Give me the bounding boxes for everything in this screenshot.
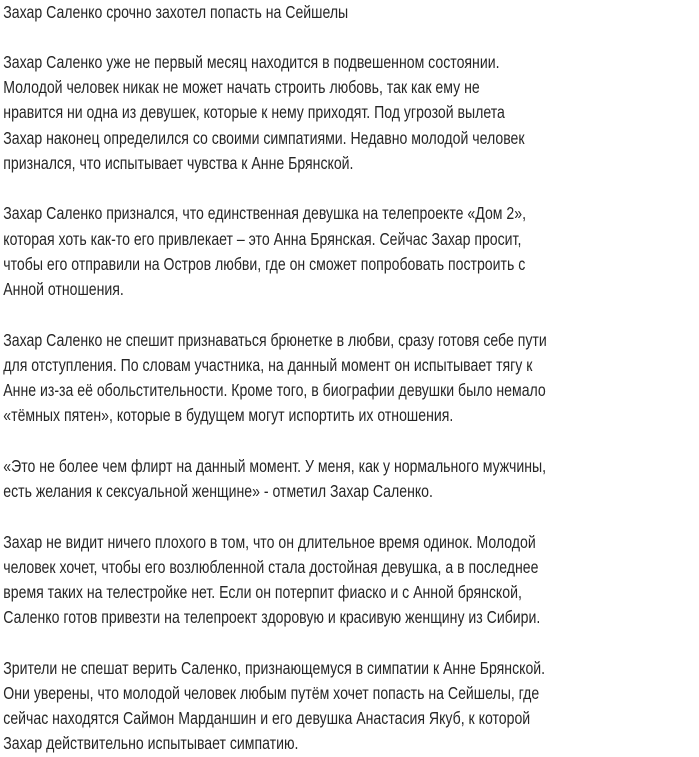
spacer xyxy=(3,504,699,529)
text-line: время таких на телестройке нет. Если он потерпит фиаско и с Анной брянской, xyxy=(3,582,522,603)
text-line: Зрители не спешат верить Саленко, признающемуся в симпатии к Анне Брянской. xyxy=(3,657,546,678)
spacer xyxy=(3,630,699,655)
spacer xyxy=(3,428,699,453)
paragraph-4-quote xyxy=(3,454,699,504)
text-line: Анне из-за её обольстительности. Кроме того, в биографии девушки было немало xyxy=(3,380,546,401)
text-line: чтобы его отправили на Остров любви, где он сможет попробовать построить с xyxy=(3,253,526,274)
text-line: Анной отношения. xyxy=(3,279,124,300)
article-title: Захар Саленко срочно захотел попасть на Сейшелы xyxy=(3,2,349,22)
text-line: человек хочет, чтобы его возлюбленной стала достойная девушка, а в последнее xyxy=(3,556,539,577)
text-line: Захар Саленко уже не первый месяц находится в подвешенном состоянии. xyxy=(3,52,500,72)
text-line: признался, что испытывает чувства к Анне Брянской. xyxy=(3,152,354,173)
paragraph-1 xyxy=(3,50,699,176)
paragraph-2 xyxy=(3,201,699,302)
text-line: Захар действительно испытывает симпатию. xyxy=(3,733,299,754)
spacer xyxy=(3,302,699,327)
text-line: «Это не более чем флирт на данный момент. У меня, как у нормального мужчины, xyxy=(3,455,547,476)
text-line: Саленко готов привезти на телепроект здоровую и красивую женщину из Сибири. xyxy=(3,607,541,628)
text-line: Захар Саленко не спешит признаваться брюнетке в любви, сразу готовя себе пути xyxy=(3,329,547,350)
paragraph-5 xyxy=(3,530,699,631)
spacer xyxy=(3,176,699,201)
paragraph-6 xyxy=(3,656,699,757)
text-line: «тёмных пятен», которые в будущем могут испортить их отношения. xyxy=(3,405,454,426)
text-line: Захар не видит ничего плохого в том, что он длительное время одинок. Молодой xyxy=(3,531,536,552)
paragraph-3 xyxy=(3,328,699,429)
text-line: для отступления. По словам участника, на данный момент он испытывает тягу к xyxy=(3,354,533,375)
text-line: Молодой человек никак не может начать строить любовь, так как ему не xyxy=(3,77,480,98)
text-line: нравится ни одна из девушек, которые к нему приходят. Под угрозой вылета xyxy=(3,102,505,123)
text-line: сейчас находятся Саймон Марданшин и его девушка Анастасия Якуб, к которой xyxy=(3,708,531,729)
spacer xyxy=(3,25,699,50)
text-line: которая хоть как-то его привлекает – это Анна Брянская. Сейчас Захар просит, xyxy=(3,228,522,249)
text-line: Захар Саленко признался, что единственная девушка на телепроекте «Дом 2», xyxy=(3,203,526,224)
text-line: Они уверены, что молодой человек любым путём хочет попасть на Сейшелы, где xyxy=(3,683,540,704)
text-line: есть желания к сексуальной женщине» - отметил Захар Саленко. xyxy=(3,481,433,502)
text-line: Захар наконец определился со своими симпатиями. Недавно молодой человек xyxy=(3,127,525,148)
